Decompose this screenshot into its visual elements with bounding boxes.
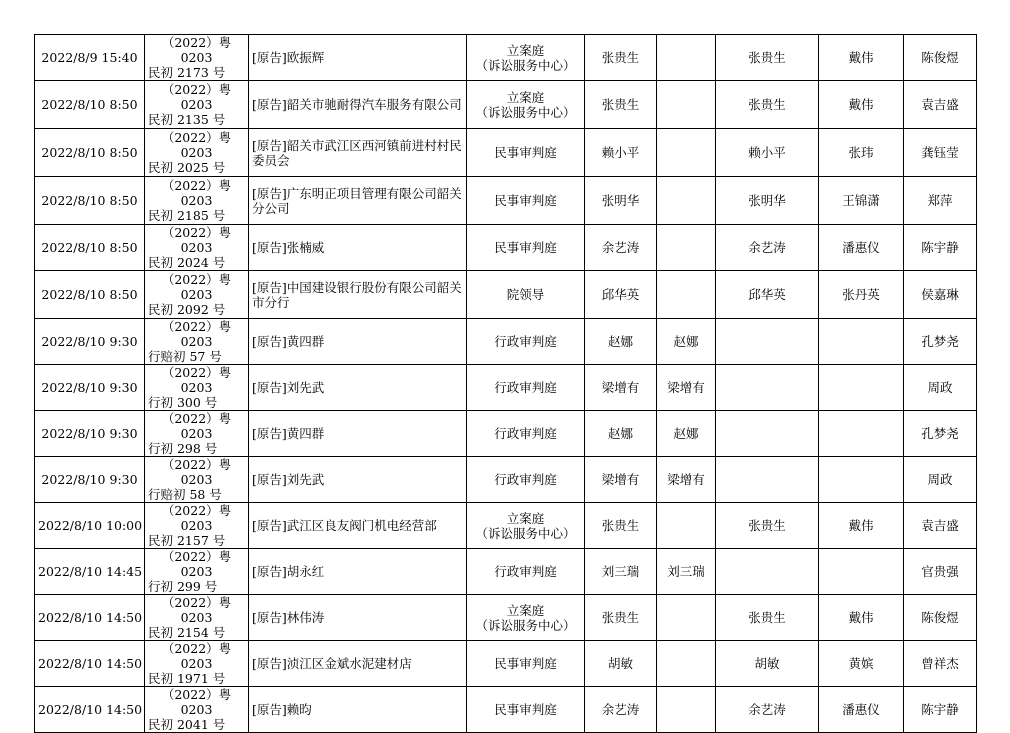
sole-judge-name: 梁增有 bbox=[657, 457, 716, 503]
department: 民事审判庭 bbox=[467, 687, 585, 733]
judge-name: 张贵生 bbox=[585, 503, 657, 549]
panel-member-name bbox=[819, 319, 904, 365]
party-name: [原告]黄四群 bbox=[249, 319, 467, 365]
case-number-line1: （2022）粤 0203 bbox=[161, 319, 232, 349]
judge-name: 梁增有 bbox=[585, 365, 657, 411]
panel-member-name: 黄嫔 bbox=[819, 641, 904, 687]
table-row bbox=[35, 271, 977, 319]
panel-member-name: 王锦潇 bbox=[819, 177, 904, 225]
department: 立案庭 （诉讼服务中心） bbox=[467, 595, 585, 641]
panel-member-name bbox=[819, 365, 904, 411]
judge-name: 胡敏 bbox=[585, 641, 657, 687]
sole-judge-name: 赵娜 bbox=[657, 411, 716, 457]
department: 立案庭 （诉讼服务中心） bbox=[467, 503, 585, 549]
case-number-line2: 民初 2041 号 bbox=[148, 717, 226, 732]
sole-judge-name bbox=[657, 177, 716, 225]
clerk-name: 陈俊煜 bbox=[904, 595, 977, 641]
case-number-line1: （2022）粤 0203 bbox=[161, 549, 232, 579]
judge-name: 梁增有 bbox=[585, 457, 657, 503]
case-number-line2: 民初 2185 号 bbox=[148, 208, 226, 223]
party-name: [原告]韶关市武江区西河镇前进村村民委员会 bbox=[249, 129, 467, 177]
sole-judge-name: 赵娜 bbox=[657, 319, 716, 365]
judge-name: 张贵生 bbox=[585, 81, 657, 129]
department: 立案庭 （诉讼服务中心） bbox=[467, 81, 585, 129]
case-number-line1: （2022）粤 0203 bbox=[161, 35, 232, 65]
panel-member-name: 潘惠仪 bbox=[819, 687, 904, 733]
panel-member-name: 潘惠仪 bbox=[819, 225, 904, 271]
case-number-line1: （2022）粤 0203 bbox=[161, 457, 232, 487]
case-number bbox=[145, 35, 249, 81]
hearing-time: 2022/8/10 8:50 bbox=[35, 81, 145, 129]
case-number bbox=[145, 319, 249, 365]
clerk-name: 周政 bbox=[904, 365, 977, 411]
judge-name: 余艺涛 bbox=[585, 225, 657, 271]
panel-member-name bbox=[819, 457, 904, 503]
sole-judge-name bbox=[657, 35, 716, 81]
case-number-line1: （2022）粤 0203 bbox=[161, 595, 232, 625]
presiding-judge-name: 邱华英 bbox=[716, 271, 819, 319]
case-number-line2: 民初 2173 号 bbox=[148, 65, 226, 80]
case-number-line2: 民初 2157 号 bbox=[148, 533, 226, 548]
presiding-judge-name: 余艺涛 bbox=[716, 687, 819, 733]
clerk-name: 曾祥杰 bbox=[904, 641, 977, 687]
case-number-line1: （2022）粤 0203 bbox=[161, 225, 232, 255]
party-name: [原告]胡永红 bbox=[249, 549, 467, 595]
hearing-time: 2022/8/10 9:30 bbox=[35, 457, 145, 503]
hearing-schedule-table bbox=[34, 34, 977, 733]
presiding-judge-name: 张明华 bbox=[716, 177, 819, 225]
party-name: [原告]林伟涛 bbox=[249, 595, 467, 641]
case-number bbox=[145, 225, 249, 271]
case-number-line1: （2022）粤 0203 bbox=[161, 641, 232, 671]
table-row bbox=[35, 457, 977, 503]
department: 民事审判庭 bbox=[467, 641, 585, 687]
case-number bbox=[145, 503, 249, 549]
party-name: [原告]中国建设银行股份有限公司韶关市分行 bbox=[249, 271, 467, 319]
clerk-name: 陈宇静 bbox=[904, 225, 977, 271]
table-row bbox=[35, 411, 977, 457]
hearing-time: 2022/8/10 8:50 bbox=[35, 225, 145, 271]
sole-judge-name: 刘三瑞 bbox=[657, 549, 716, 595]
department: 行政审判庭 bbox=[467, 457, 585, 503]
case-number-line1: （2022）粤 0203 bbox=[161, 178, 232, 208]
department: 院领导 bbox=[467, 271, 585, 319]
case-number-line2: 民初 2024 号 bbox=[148, 255, 226, 270]
panel-member-name bbox=[819, 549, 904, 595]
presiding-judge-name: 张贵生 bbox=[716, 595, 819, 641]
hearing-time: 2022/8/10 14:50 bbox=[35, 687, 145, 733]
clerk-name: 侯嘉琳 bbox=[904, 271, 977, 319]
party-name: [原告]广东明正项目管理有限公司韶关分公司 bbox=[249, 177, 467, 225]
case-number bbox=[145, 81, 249, 129]
party-name: [原告]刘先武 bbox=[249, 365, 467, 411]
presiding-judge-name bbox=[716, 457, 819, 503]
hearing-time: 2022/8/10 9:30 bbox=[35, 319, 145, 365]
party-name: [原告]欧振辉 bbox=[249, 35, 467, 81]
sole-judge-name bbox=[657, 641, 716, 687]
table-row bbox=[35, 177, 977, 225]
case-number-line2: 行初 299 号 bbox=[148, 579, 218, 594]
department: 行政审判庭 bbox=[467, 319, 585, 365]
judge-name: 张贵生 bbox=[585, 35, 657, 81]
clerk-name: 孔梦尧 bbox=[904, 319, 977, 365]
table-row bbox=[35, 365, 977, 411]
sole-judge-name bbox=[657, 81, 716, 129]
department: 行政审判庭 bbox=[467, 549, 585, 595]
case-number-line2: 民初 1971 号 bbox=[148, 671, 226, 686]
party-name: [原告]张楠威 bbox=[249, 225, 467, 271]
judge-name: 赵娜 bbox=[585, 411, 657, 457]
table-row bbox=[35, 503, 977, 549]
table-row bbox=[35, 687, 977, 733]
table-row bbox=[35, 549, 977, 595]
party-name: [原告]武江区良友阀门机电经营部 bbox=[249, 503, 467, 549]
table-body bbox=[35, 35, 977, 733]
case-number bbox=[145, 457, 249, 503]
case-number-line2: 民初 2025 号 bbox=[148, 160, 226, 175]
hearing-time: 2022/8/9 15:40 bbox=[35, 35, 145, 81]
hearing-time: 2022/8/10 14:50 bbox=[35, 641, 145, 687]
presiding-judge-name: 赖小平 bbox=[716, 129, 819, 177]
judge-name: 张贵生 bbox=[585, 595, 657, 641]
department: 行政审判庭 bbox=[467, 411, 585, 457]
sole-judge-name bbox=[657, 687, 716, 733]
hearing-time: 2022/8/10 14:50 bbox=[35, 595, 145, 641]
table-row bbox=[35, 81, 977, 129]
hearing-time: 2022/8/10 14:45 bbox=[35, 549, 145, 595]
department: 行政审判庭 bbox=[467, 365, 585, 411]
hearing-time: 2022/8/10 8:50 bbox=[35, 271, 145, 319]
table-row bbox=[35, 319, 977, 365]
case-number-line1: （2022）粤 0203 bbox=[161, 365, 232, 395]
presiding-judge-name bbox=[716, 549, 819, 595]
judge-name: 张明华 bbox=[585, 177, 657, 225]
department: 民事审判庭 bbox=[467, 177, 585, 225]
party-name: [原告]浈江区金斌水泥建材店 bbox=[249, 641, 467, 687]
judge-name: 余艺涛 bbox=[585, 687, 657, 733]
case-number-line2: 民初 2135 号 bbox=[148, 112, 226, 127]
panel-member-name: 戴伟 bbox=[819, 35, 904, 81]
case-number bbox=[145, 365, 249, 411]
presiding-judge-name bbox=[716, 411, 819, 457]
clerk-name: 周政 bbox=[904, 457, 977, 503]
party-name: [原告]赖昀 bbox=[249, 687, 467, 733]
case-number-line2: 民初 2154 号 bbox=[148, 625, 226, 640]
sole-judge-name: 梁增有 bbox=[657, 365, 716, 411]
party-name: [原告]黄四群 bbox=[249, 411, 467, 457]
case-number-line1: （2022）粤 0203 bbox=[161, 687, 232, 717]
hearing-time: 2022/8/10 9:30 bbox=[35, 411, 145, 457]
case-number bbox=[145, 687, 249, 733]
hearing-time: 2022/8/10 8:50 bbox=[35, 177, 145, 225]
judge-name: 赵娜 bbox=[585, 319, 657, 365]
party-name: [原告]刘先武 bbox=[249, 457, 467, 503]
table-row bbox=[35, 641, 977, 687]
presiding-judge-name: 余艺涛 bbox=[716, 225, 819, 271]
case-number-line1: （2022）粤 0203 bbox=[161, 82, 232, 112]
clerk-name: 袁吉盛 bbox=[904, 81, 977, 129]
presiding-judge-name: 胡敏 bbox=[716, 641, 819, 687]
case-number-line2: 行初 300 号 bbox=[148, 395, 218, 410]
clerk-name: 官贵强 bbox=[904, 549, 977, 595]
panel-member-name: 张丹英 bbox=[819, 271, 904, 319]
case-number-line1: （2022）粤 0203 bbox=[161, 130, 232, 160]
hearing-time: 2022/8/10 9:30 bbox=[35, 365, 145, 411]
sole-judge-name bbox=[657, 271, 716, 319]
clerk-name: 袁吉盛 bbox=[904, 503, 977, 549]
presiding-judge-name: 张贵生 bbox=[716, 35, 819, 81]
case-number-line2: 行赔初 58 号 bbox=[148, 487, 222, 502]
sole-judge-name bbox=[657, 225, 716, 271]
judge-name: 刘三瑞 bbox=[585, 549, 657, 595]
table-row bbox=[35, 595, 977, 641]
case-number-line1: （2022）粤 0203 bbox=[161, 503, 232, 533]
clerk-name: 陈宇静 bbox=[904, 687, 977, 733]
clerk-name: 郑萍 bbox=[904, 177, 977, 225]
case-number-line2: 行赔初 57 号 bbox=[148, 349, 222, 364]
clerk-name: 孔梦尧 bbox=[904, 411, 977, 457]
case-number-line2: 民初 2092 号 bbox=[148, 302, 226, 317]
panel-member-name: 戴伟 bbox=[819, 595, 904, 641]
panel-member-name: 戴伟 bbox=[819, 81, 904, 129]
department: 立案庭 （诉讼服务中心） bbox=[467, 35, 585, 81]
sole-judge-name bbox=[657, 595, 716, 641]
case-number bbox=[145, 129, 249, 177]
case-number bbox=[145, 271, 249, 319]
clerk-name: 陈俊煜 bbox=[904, 35, 977, 81]
presiding-judge-name bbox=[716, 319, 819, 365]
case-number-line2: 行初 298 号 bbox=[148, 441, 218, 456]
case-number-line1: （2022）粤 0203 bbox=[161, 411, 232, 441]
presiding-judge-name bbox=[716, 365, 819, 411]
sole-judge-name bbox=[657, 503, 716, 549]
department: 民事审判庭 bbox=[467, 225, 585, 271]
table-row bbox=[35, 129, 977, 177]
department: 民事审判庭 bbox=[467, 129, 585, 177]
case-number bbox=[145, 549, 249, 595]
case-number bbox=[145, 177, 249, 225]
sole-judge-name bbox=[657, 129, 716, 177]
case-number bbox=[145, 411, 249, 457]
hearing-time: 2022/8/10 8:50 bbox=[35, 129, 145, 177]
table-row bbox=[35, 35, 977, 81]
case-number bbox=[145, 641, 249, 687]
table-row bbox=[35, 225, 977, 271]
judge-name: 赖小平 bbox=[585, 129, 657, 177]
presiding-judge-name: 张贵生 bbox=[716, 503, 819, 549]
panel-member-name: 张玮 bbox=[819, 129, 904, 177]
case-number bbox=[145, 595, 249, 641]
party-name: [原告]韶关市驰耐得汽车服务有限公司 bbox=[249, 81, 467, 129]
presiding-judge-name: 张贵生 bbox=[716, 81, 819, 129]
clerk-name: 龚钰莹 bbox=[904, 129, 977, 177]
case-number-line1: （2022）粤 0203 bbox=[161, 272, 232, 302]
panel-member-name bbox=[819, 411, 904, 457]
hearing-time: 2022/8/10 10:00 bbox=[35, 503, 145, 549]
judge-name: 邱华英 bbox=[585, 271, 657, 319]
panel-member-name: 戴伟 bbox=[819, 503, 904, 549]
